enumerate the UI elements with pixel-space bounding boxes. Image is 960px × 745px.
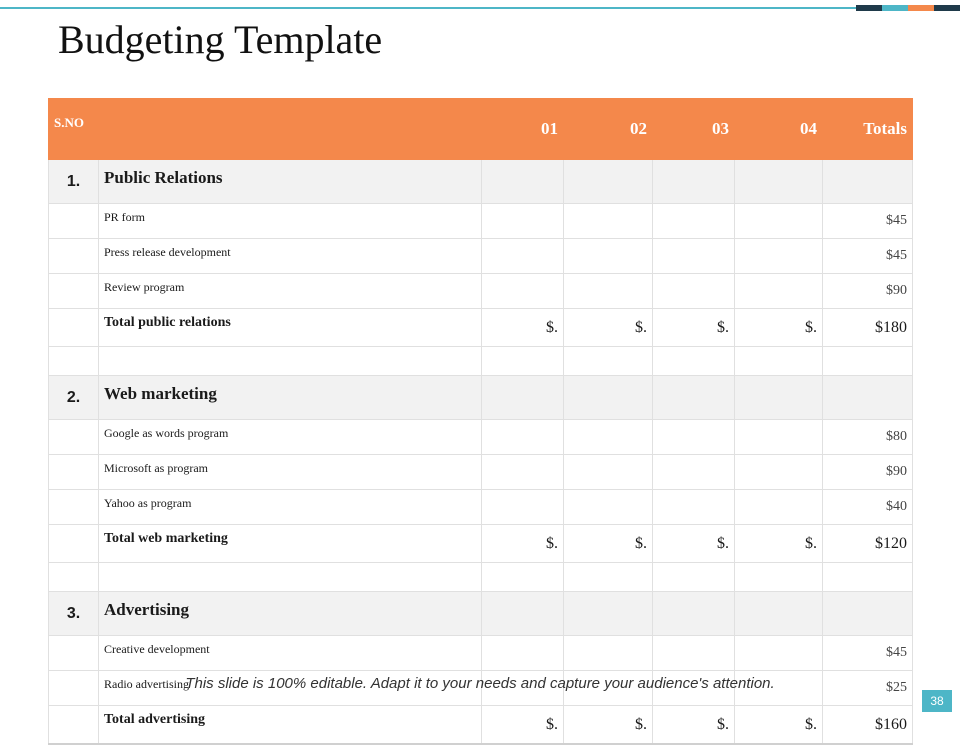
spacer-cell	[99, 347, 482, 376]
total-value: $120	[823, 525, 913, 563]
item-empty-cell	[735, 239, 823, 274]
header-sno: S.NO	[49, 99, 482, 160]
item-empty-cell	[564, 204, 653, 239]
item-label: Microsoft as program	[99, 455, 482, 490]
total-period-value: $.	[482, 525, 564, 563]
total-label: Total advertising	[99, 706, 482, 745]
accent-block-dark-2	[934, 5, 960, 11]
table-row	[49, 420, 913, 455]
spacer-cell	[564, 347, 653, 376]
item-empty-cell	[564, 239, 653, 274]
section-empty-cell	[653, 592, 735, 636]
item-empty-cell	[564, 455, 653, 490]
section-empty-cell	[653, 160, 735, 204]
table-row	[49, 636, 913, 671]
item-empty-cell	[735, 274, 823, 309]
top-accent-blocks	[856, 5, 960, 11]
section-empty-cell	[482, 160, 564, 204]
total-value: $180	[823, 309, 913, 347]
item-empty-cell	[482, 455, 564, 490]
page-number: 38	[922, 690, 952, 712]
row-number-cell	[49, 706, 99, 745]
spacer-cell	[653, 347, 735, 376]
footer-note: This slide is 100% editable. Adapt it to your needs and capture your audience's attention.	[185, 675, 775, 692]
item-empty-cell	[482, 420, 564, 455]
total-period-value: $.	[735, 309, 823, 347]
section-name: Public Relations	[99, 160, 482, 204]
total-period-value: $.	[564, 706, 653, 745]
section-empty-cell	[823, 160, 913, 204]
item-label: Yahoo as program	[99, 490, 482, 525]
total-label: Total web marketing	[99, 525, 482, 563]
total-period-value: $.	[482, 309, 564, 347]
budget-table	[48, 98, 913, 745]
table-row	[49, 274, 913, 309]
spacer-cell	[653, 563, 735, 592]
row-number-cell	[49, 239, 99, 274]
total-value: $160	[823, 706, 913, 745]
header-col-04: 04	[735, 99, 823, 160]
item-total: $80	[823, 420, 913, 455]
row-number-cell	[49, 309, 99, 347]
section-empty-cell	[735, 376, 823, 420]
section-empty-cell	[823, 592, 913, 636]
row-number-cell	[49, 525, 99, 563]
item-label: Google as words program	[99, 420, 482, 455]
header-col-01: 01	[482, 99, 564, 160]
section-empty-cell	[564, 592, 653, 636]
total-period-value: $.	[735, 706, 823, 745]
total-period-value: $.	[564, 309, 653, 347]
item-label: Creative development	[99, 636, 482, 671]
item-empty-cell	[482, 204, 564, 239]
spacer-cell	[99, 563, 482, 592]
item-empty-cell	[735, 204, 823, 239]
section-empty-cell	[735, 592, 823, 636]
section-number: 3.	[49, 592, 99, 636]
table-row	[49, 204, 913, 239]
header-col-02: 02	[564, 99, 653, 160]
item-empty-cell	[564, 490, 653, 525]
item-empty-cell	[482, 636, 564, 671]
spacer-cell	[823, 563, 913, 592]
section-name: Web marketing	[99, 376, 482, 420]
item-empty-cell	[735, 455, 823, 490]
item-empty-cell	[482, 239, 564, 274]
total-row	[49, 525, 913, 563]
total-label: Total public relations	[99, 309, 482, 347]
spacer-cell	[49, 347, 99, 376]
item-empty-cell	[653, 274, 735, 309]
row-number-cell	[49, 455, 99, 490]
accent-block-orange	[908, 5, 934, 11]
section-row	[49, 160, 913, 204]
item-empty-cell	[653, 455, 735, 490]
spacer-row	[49, 563, 913, 592]
table-header-row	[49, 99, 913, 160]
item-empty-cell	[653, 204, 735, 239]
section-empty-cell	[482, 376, 564, 420]
table-row	[49, 455, 913, 490]
item-empty-cell	[653, 636, 735, 671]
item-total: $40	[823, 490, 913, 525]
item-total: $45	[823, 239, 913, 274]
slide-title: Budgeting Template	[58, 17, 383, 62]
section-empty-cell	[735, 160, 823, 204]
item-label: Review program	[99, 274, 482, 309]
section-empty-cell	[564, 376, 653, 420]
item-empty-cell	[735, 636, 823, 671]
item-label: Radio advertising	[99, 671, 482, 706]
total-period-value: $.	[653, 309, 735, 347]
header-col-03: 03	[653, 99, 735, 160]
section-name: Advertising	[99, 592, 482, 636]
total-period-value: $.	[564, 525, 653, 563]
item-total: $45	[823, 636, 913, 671]
item-total: $45	[823, 204, 913, 239]
spacer-row	[49, 347, 913, 376]
item-label: Press release development	[99, 239, 482, 274]
item-empty-cell	[564, 420, 653, 455]
accent-block-dark	[856, 5, 882, 11]
accent-block-teal	[882, 5, 908, 11]
total-period-value: $.	[482, 706, 564, 745]
spacer-cell	[49, 563, 99, 592]
item-empty-cell	[653, 420, 735, 455]
section-row	[49, 592, 913, 636]
table-row	[49, 490, 913, 525]
section-number: 2.	[49, 376, 99, 420]
section-number: 1.	[49, 160, 99, 204]
row-number-cell	[49, 420, 99, 455]
section-empty-cell	[564, 160, 653, 204]
item-label: PR form	[99, 204, 482, 239]
total-period-value: $.	[735, 525, 823, 563]
item-empty-cell	[653, 239, 735, 274]
row-number-cell	[49, 204, 99, 239]
item-empty-cell	[482, 274, 564, 309]
header-totals: Totals	[823, 99, 913, 160]
spacer-cell	[564, 563, 653, 592]
top-accent-line	[0, 7, 856, 9]
total-period-value: $.	[653, 706, 735, 745]
spacer-cell	[482, 563, 564, 592]
row-number-cell	[49, 274, 99, 309]
section-row	[49, 376, 913, 420]
item-total: $90	[823, 455, 913, 490]
section-empty-cell	[653, 376, 735, 420]
item-empty-cell	[653, 490, 735, 525]
spacer-cell	[823, 347, 913, 376]
total-period-value: $.	[653, 525, 735, 563]
section-empty-cell	[823, 376, 913, 420]
item-total: $25	[823, 671, 913, 706]
spacer-cell	[735, 347, 823, 376]
item-empty-cell	[735, 490, 823, 525]
total-row	[49, 309, 913, 347]
row-number-cell	[49, 636, 99, 671]
spacer-cell	[482, 347, 564, 376]
spacer-cell	[735, 563, 823, 592]
total-row	[49, 706, 913, 745]
item-empty-cell	[735, 420, 823, 455]
item-empty-cell	[564, 274, 653, 309]
item-empty-cell	[564, 636, 653, 671]
item-total: $90	[823, 274, 913, 309]
table-row	[49, 239, 913, 274]
row-number-cell	[49, 490, 99, 525]
item-empty-cell	[482, 490, 564, 525]
section-empty-cell	[482, 592, 564, 636]
